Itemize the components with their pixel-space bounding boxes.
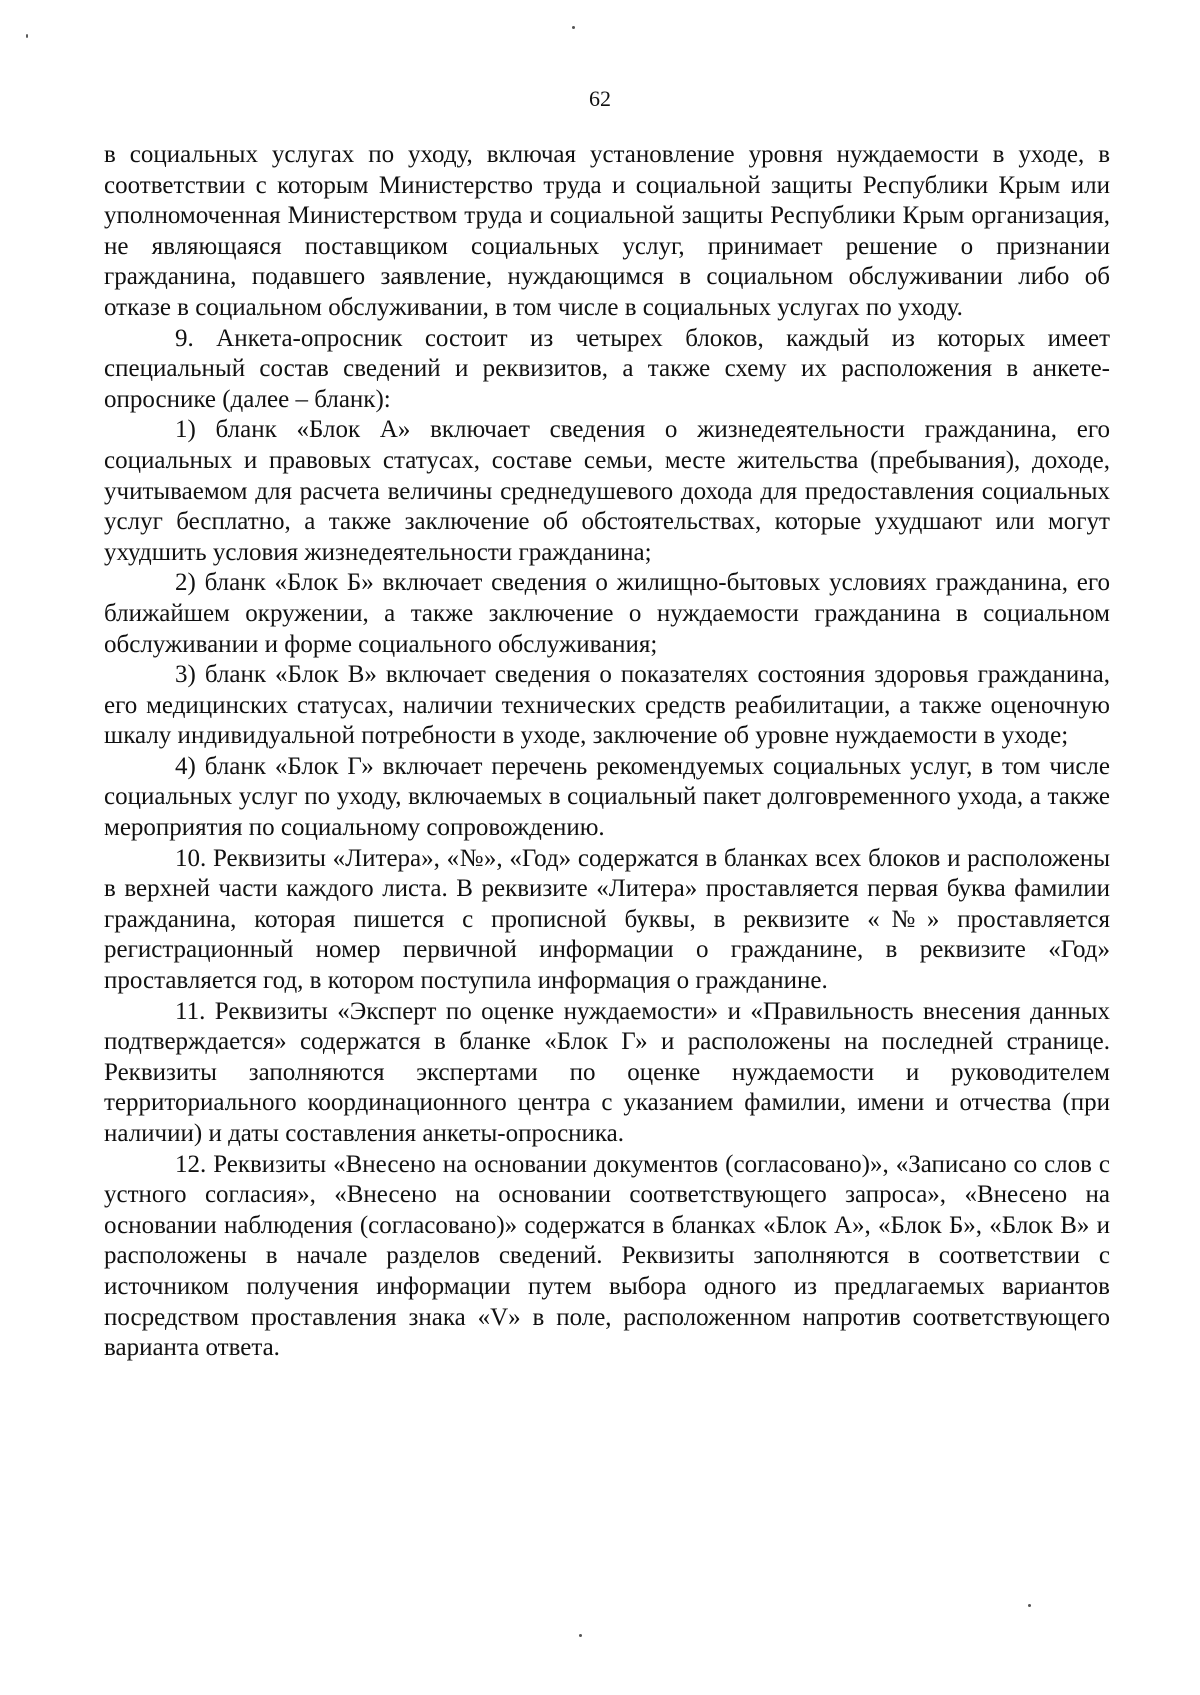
scan-speck [26, 34, 28, 38]
paragraph-continuation: в социальных услугах по уходу, включая установление уровня нуждаемости в уходе, в соответствии с которым Министерство труда и социальной защиты Республики Крым или уполномоченная Министерством труда и социальной защиты Республики Крым организация, не являющаяся поставщиком социальных услуг, принимает решение о признании гражданина, подавшего заявление, нуждающимся в социальном обслуживании либо об отказе в социальном обслуживании, в том числе в социальных услугах по уходу. [104, 141, 1110, 321]
scan-speck [572, 26, 575, 29]
document-body [104, 140, 1110, 1364]
scan-speck [579, 1634, 582, 1637]
paragraph-subitem-1: 1) бланк «Блок А» включает сведения о жизнедеятельности гражданина, его социальных и правовых статусах, составе семьи, месте жительства (пребывания), доходе, учитываемом для расчета величины среднедушевого дохода для предоставления социальных услуг бесплатно, а также заключение об обстоятельствах, которые ухудшают или могут ухудшить условия жизнедеятельности гражданина; [104, 416, 1110, 566]
paragraph-subitem-3: 3) бланк «Блок В» включает сведения о показателях состояния здоровья гражданина, его медицинских статусах, наличии технических средств реабилитации, а также оценочную шкалу индивидуальной потребности в уходе, заключение об уровне нуждаемости в уходе; [104, 661, 1110, 750]
page-number: 62 [589, 86, 611, 111]
paragraph-item-9: 9. Анкета-опросник состоит из четырех блоков, каждый из которых имеет специальный состав сведений и реквизитов, а также схему их расположения в анкете-опроснике (далее – бланк): [104, 324, 1110, 413]
paragraph-item-11: 11. Реквизиты «Эксперт по оценке нуждаемости» и «Правильность внесения данных подтверждается» содержатся в бланке «Блок Г» и расположены на последней странице. Реквизиты заполняются экспертами по оценке нуждаемости и руководителем территориального координационного центра с указанием фамилии, имени и отчества (при наличии) и даты составления анкеты-опросника. [104, 997, 1110, 1147]
paragraph-item-12: 12. Реквизиты «Внесено на основании документов (согласовано)», «Записано со слов с устного согласия», «Внесено на основании соответствующего запроса», «Внесено на основании наблюдения (согласовано)» содержатся в бланках «Блок А», «Блок Б», «Блок В» и расположены в начале разделов сведений. Реквизиты заполняются в соответствии с источником получения информации путем выбора одного из предлагаемых вариантов посредством проставления знака «V» в поле, расположенном напротив соответствующего варианта ответа. [104, 1150, 1110, 1362]
paragraph-subitem-4: 4) бланк «Блок Г» включает перечень рекомендуемых социальных услуг, в том числе социальных услуг по уходу, включаемых в социальный пакет долговременного ухода, а также мероприятия по социальному сопровождению. [104, 752, 1110, 842]
paragraph-item-10: 10. Реквизиты «Литера», «№», «Год» содержатся в бланках всех блоков и расположены в верхней части каждого листа. В реквизите «Литера» проставляется первая буква фамилии гражданина, которая пишется с прописной буквы, в реквизите «№» проставляется регистрационный номер первичной информации о гражданине, в реквизите «Год» проставляется год, в котором поступила информация о гражданине. [104, 844, 1110, 995]
scan-speck [1028, 1604, 1031, 1607]
paragraph-subitem-2: 2) бланк «Блок Б» включает сведения о жилищно-бытовых условиях гражданина, его ближайшем окружении, а также заключение о нуждаемости гражданина в социальном обслуживании и форме социального обслуживания; [104, 569, 1110, 658]
